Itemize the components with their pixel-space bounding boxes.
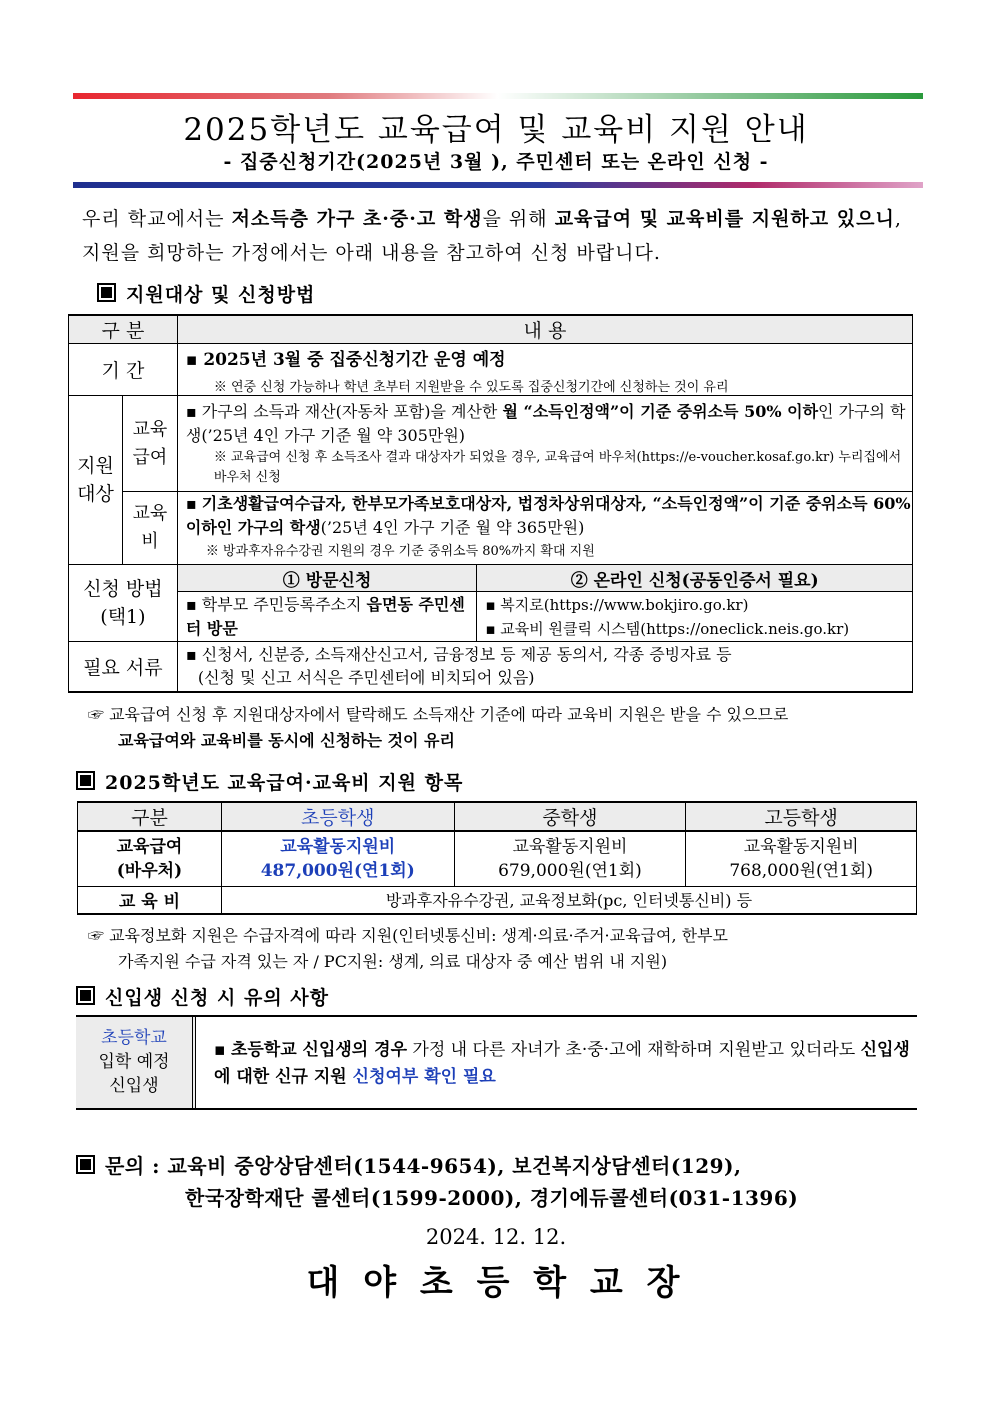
square-bullet-icon — [76, 986, 95, 1005]
edu-benefit-note: ※ 교육급여 신청 후 소득조사 결과 대상자가 되었을 경우, 교육급여 바우처(https://e-voucher.kosaf.go.kr) 누리집에서 바우처 신청 — [213, 449, 902, 485]
period-label: 기 간 — [69, 344, 178, 396]
docs-label: 필요 서류 — [69, 642, 178, 692]
section1-heading: 지원대상 및 신청방법 — [97, 280, 315, 307]
intro-paragraph: 우리 학교에서는 저소득층 가구 초·중·고 학생을 위해 교육급여 및 교육비를 지원하고 있으니, 지원을 희망하는 가정에서는 아래 내용을 참고하여 신청 바랍니다. — [82, 208, 902, 264]
cost-label: 교 육 비 — [78, 886, 222, 914]
bottom-decor-bar — [73, 182, 923, 188]
period-main: 2025년 3월 중 집중신청기간 운영 예정 — [203, 349, 506, 370]
support-table: 구 분 내 용 기 간 ▪ 2025년 3월 중 집중신청기간 운영 예정 ※ 연중 신청 가능하나 학년 초부터 지원받을 수 있도록 집중신청기간에 신청하는 것이 유리 지원 대상 교육 급여 ▪ 가구의 소득과 재산(자동차 포함)을 계산한 월 “소득인정액”이 기준 중위소득 50% 이하인 가구의 학생(’25년 4인 가구 기준 월 약 305만원) ※ 교육급여 신청 후 소득조사 결과 대상자가 되었을 경우, 교육급여 바우처(https://e-voucher.kosaf.go.kr) 누리집에서 바우처 신청 교육 비 ▪ 기초생활급여수급자, 한부모가족보호대상자, 법정차상위대상자, “소득인정액”이 기준 중위소득 60% 이하인 가구의 학생(’25년 4인 가구 기준 월 약 365만원) ※ 방과후자유수강권 지원의 경우 기준 중위소득 80%까지 확대 지원 신청 방법 (택1) ① 방문신청 ② 온라인 신청(공동인증서 필요) ▪ 학부모 주민등록주소지 읍면동 주민센터 방문 ▪ 복지로(https://www.bokjiro.go.kr) ▪ 교육비 원클릭 시스템(https://oneclick.neis.go.kr) 필요 서류 ▪ 신청서, 신분증, 소득재산신고서, 금융정보 등 제공 동의서, 각종 증빙자료 등 (신청 및 신고 서식은 주민센터에 비치되어 있음) — [68, 314, 913, 693]
section2-heading: 2025학년도 교육급여·교육비 지원 항목 — [76, 768, 463, 795]
target-label: 지원 대상 — [69, 396, 123, 565]
tip-note: ☞ 교육급여 신청 후 지원대상자에서 탈락해도 소득재산 기준에 따라 교육비 지원은 받을 수 있으므로 교육급여와 교육비를 동시에 신청하는 것이 유리 — [88, 705, 789, 750]
benefit-label: 교육급여 (바우처) — [78, 831, 222, 886]
col-middle: 중학생 — [454, 802, 686, 831]
signature: 대 야 초 등 학 교 장 — [306, 1263, 686, 1303]
contact-line2: 한국장학재단 콜센터(1599-2000), 경기에듀콜센터(031-1396) — [185, 1186, 799, 1210]
cost-value: 방과후자유수강권, 교육정보화(pc, 인터넷통신비) 등 — [221, 886, 916, 914]
newcomer-box — [76, 1015, 917, 1110]
visit-desc: ▪ 학부모 주민등록주소지 읍면동 주민센터 방문 — [177, 592, 477, 642]
online-title: ② 온라인 신청(공동인증서 필요) — [477, 565, 913, 592]
elementary-cell: 교육활동지원비 487,000원(연1회) — [221, 831, 454, 886]
page-title: 2025학년도 교육급여 및 교육비 지원 안내 — [183, 112, 809, 148]
docs-sub: (신청 및 신고 서식은 주민센터에 비치되어 있음) — [197, 668, 535, 688]
col-content: 내 용 — [177, 315, 912, 344]
newcomer-label: 초등학교 입학 예정 신입생 — [76, 1017, 196, 1108]
col-category: 구 분 — [69, 315, 178, 344]
benefit-items-table — [77, 801, 917, 915]
top-decor-bar — [73, 93, 923, 99]
square-bullet-icon — [76, 771, 95, 790]
section3-heading: 신입생 신청 시 유의 사항 — [76, 983, 329, 1010]
col-high: 고등학생 — [686, 802, 917, 831]
middle-cell: 교육활동지원비 679,000원(연1회) — [454, 831, 686, 886]
page-subtitle: - 집중신청기간(2025년 3월 ), 주민센터 또는 온라인 신청 - — [223, 151, 769, 173]
docs-main: 신청서, 신분증, 소득재산신고서, 금융정보 등 제공 동의서, 각종 증빙자료 등 — [201, 645, 732, 665]
edu-benefit-label: 교육 급여 — [122, 396, 177, 492]
edu-cost-label: 교육 비 — [122, 492, 177, 565]
it-support-note: ☞ 교육정보화 지원은 수급자격에 따라 지원(인터넷통신비: 생계·의료·주거·교육급여, 한부모 가족지원 수급 자격 있는 자 / PC지원: 생계, 의료 대상자 중 예산 범위 내 지원) — [88, 926, 728, 971]
square-bullet-icon — [97, 283, 116, 302]
col-kind: 구분 — [78, 802, 222, 831]
col-elementary: 초등학생 — [221, 802, 454, 831]
period-note: ※ 연중 신청 가능하나 학년 초부터 지원받을 수 있도록 집중신청기간에 신청하는 것이 유리 — [213, 379, 729, 395]
edu-cost-note: ※ 방과후자유수강권 지원의 경우 기준 중위소득 80%까지 확대 지원 — [205, 544, 595, 559]
newcomer-text: ▪ 초등학교 신입생의 경우 가정 내 다른 자녀가 초·중·고에 재학하며 지원받고 있더라도 신입생에 대한 신규 지원 신청여부 확인 필요 — [214, 1040, 910, 1087]
oneclick-link: ▪ 교육비 원클릭 시스템(https://oneclick.neis.go.kr) — [485, 619, 850, 638]
square-bullet-icon — [76, 1155, 95, 1174]
high-cell: 교육활동지원비 768,000원(연1회) — [686, 831, 917, 886]
issue-date: 2024. 12. 12. — [425, 1225, 567, 1249]
method-label: 신청 방법 (택1) — [69, 565, 178, 642]
contact-line1: 문의 : 교육비 중앙상담센터(1544-9654), 보건복지상담센터(129), — [76, 1150, 741, 1179]
bokjiro-link: ▪ 복지로(https://www.bokjiro.go.kr) — [485, 595, 749, 614]
visit-title: ① 방문신청 — [177, 565, 477, 592]
